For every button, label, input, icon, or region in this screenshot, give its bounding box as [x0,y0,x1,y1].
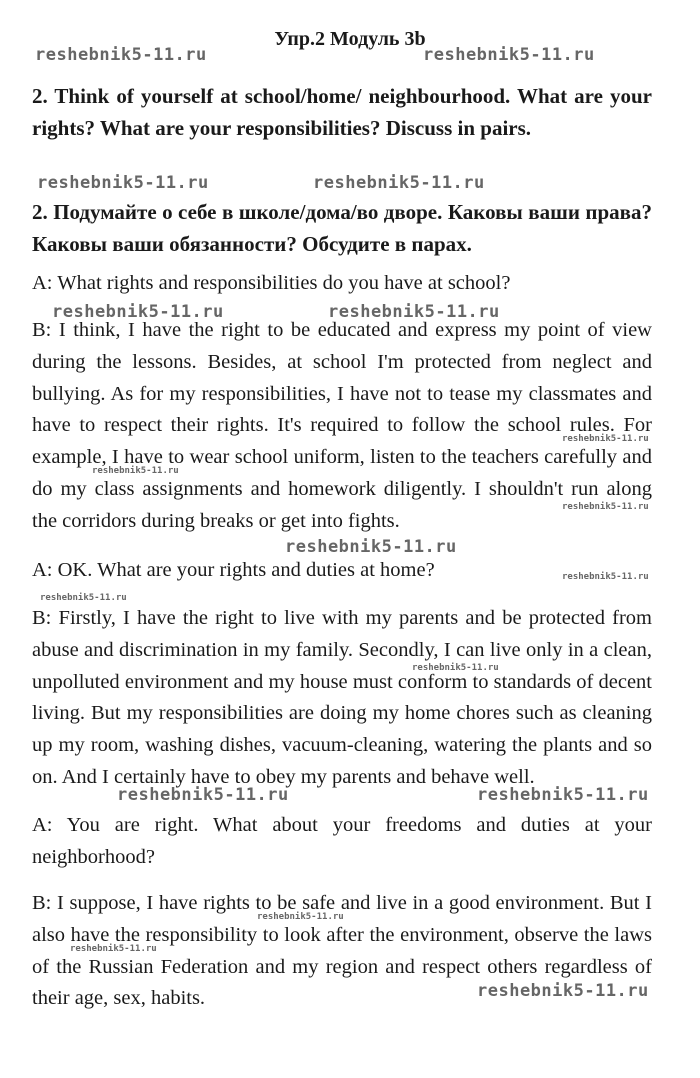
dialogue-line: B: I think, I have the right to be educated and express my point of view during the lessons. Besides, at school I'm protected from neglect and bullying. As for my responsibilities, I have not to tease my classmates and have to respect their rights. It's required to follow the school rules. For example, I have to wear school uniform, listen to the teachers carefully and do my class assignments and homework diligently. I shouldn't run along the corridors during breaks or get into fights. [32,319,652,532]
page-title: Упр.2 Модуль 3b [274,28,426,50]
watermark: reshebnik5-11.ru [562,572,649,582]
watermark: reshebnik5-11.ru [52,302,224,322]
dialogue-line: A: What rights and responsibilities do you have at school? [32,272,511,294]
watermark: reshebnik5-11.ru [412,663,499,673]
watermark: reshebnik5-11.ru [423,45,595,65]
dialogue-line: A: You are right. What about your freedoms and duties at your neighborhood? [32,814,652,868]
watermark: reshebnik5-11.ru [328,302,500,322]
watermark: reshebnik5-11.ru [257,912,344,922]
watermark: reshebnik5-11.ru [37,173,209,193]
watermark: reshebnik5-11.ru [35,45,207,65]
dialogue-line: B: Firstly, I have the right to live with my parents and be protected from abuse and discrimination in my family. Secondly, I can live only in a clean, unpolluted environment and my house must conform to standards of decent living. But my responsibilities are doing my home chores such as cleaning up my room, washing dishes, vacuum-cleaning, watering the plants and so on. And I certainly have to obey my parents and behave well. [32,607,652,788]
watermark: reshebnik5-11.ru [477,785,649,805]
watermark: reshebnik5-11.ru [477,981,649,1001]
watermark: reshebnik5-11.ru [70,944,157,954]
dialogue-line: B: I suppose, I have rights to be safe and live in a good environment. But I also have the responsibility to look after the environment, observe the laws of the Russian Federation and my region and respect others regardless of their age, sex, habits. [32,892,652,1010]
watermark: reshebnik5-11.ru [562,502,649,512]
watermark: reshebnik5-11.ru [285,537,457,557]
watermark: reshebnik5-11.ru [40,593,127,603]
watermark: reshebnik5-11.ru [92,466,179,476]
watermark: reshebnik5-11.ru [562,434,649,444]
watermark: reshebnik5-11.ru [313,173,485,193]
watermark: reshebnik5-11.ru [117,785,289,805]
dialogue-line: A: OK. What are your rights and duties at home? [32,559,435,581]
task-russian: 2. Подумайте о себе в школе/дома/во дворе. Каковы ваши права? Каковы ваши обязанности? Обсудите в парах. [32,200,652,256]
task-english: 2. Think of yourself at school/home/ neighbourhood. What are your rights? What are your responsibilities? Discuss in pairs. [32,84,652,140]
